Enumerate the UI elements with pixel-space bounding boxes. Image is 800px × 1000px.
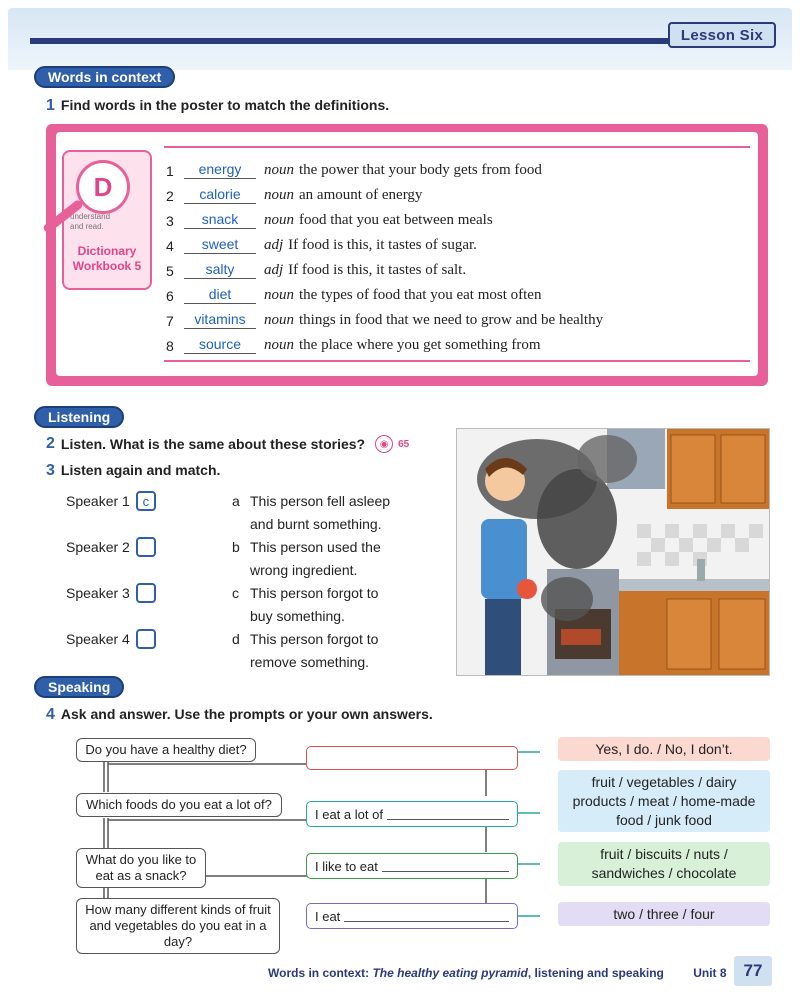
option-text: This person forgot to (250, 631, 379, 647)
definition-number: 8 (166, 338, 174, 354)
speaker-answer-box[interactable]: c (136, 491, 156, 511)
definition-number: 5 (166, 263, 174, 279)
definition-text: the types of food that you eat most often (299, 287, 542, 303)
option-letter: a (232, 493, 240, 509)
answer-prompt: fruit / vegetables / dairy products / meat / home-made food / junk food (558, 770, 770, 832)
definition-answer[interactable]: vitamins (184, 311, 256, 329)
definition-text: the place where you get something from (299, 337, 541, 353)
speaker-label: Speaker 3 (66, 585, 130, 601)
section-words-in-context: Words in context (34, 66, 175, 88)
option-text: remove something. (250, 654, 370, 670)
definition-text: If food is this, it tastes of sugar. (288, 237, 477, 253)
definition-number: 3 (166, 213, 174, 229)
task-2-text: Listen. What is the same about these stories? (60, 436, 366, 452)
footer-caption (268, 966, 727, 980)
definition-pos: noun (264, 162, 294, 178)
response-box[interactable] (306, 853, 518, 879)
dictionary-note-line-2: and read. (70, 222, 104, 231)
task-4-text: Ask and answer. Use the prompts or your own answers. (60, 706, 433, 722)
option-text: This person forgot to (250, 585, 379, 601)
option-text: and burnt something. (250, 516, 382, 532)
task-3-text: Listen again and match. (60, 462, 221, 478)
definition-pos: noun (264, 312, 294, 328)
answer-prompt: fruit / biscuits / nuts / sandwiches / chocolate (558, 842, 770, 886)
response-box[interactable] (306, 903, 518, 929)
question-bubble: How many different kinds of fruit and vegetables do you eat in a day? (76, 898, 280, 954)
definition-number: 6 (166, 288, 174, 304)
footer-title: The healthy eating pyramid (372, 966, 528, 980)
option-letter: b (232, 539, 240, 555)
question-bubble: Do you have a healthy diet? (76, 738, 256, 762)
definition-pos: adj (264, 262, 284, 278)
answer-prompt: two / three / four (558, 902, 770, 926)
audio-icon[interactable]: ◉ (375, 435, 393, 453)
task-4-number: 4 (46, 706, 55, 723)
definition-answer[interactable]: salty (184, 261, 256, 279)
definition-pos: noun (264, 187, 294, 203)
response-box[interactable] (306, 801, 518, 827)
definition-number: 7 (166, 313, 174, 329)
response-prompt: I eat (315, 908, 341, 924)
speaker-label: Speaker 1 (66, 493, 130, 509)
speaker-label: Speaker 4 (66, 631, 130, 647)
task-1-text: Find words in the poster to match the definitions. (60, 97, 390, 113)
lesson-tab: Lesson Six (668, 22, 776, 48)
dictionary-label-line-2: Workbook 5 (72, 259, 142, 273)
definition-text: an amount of energy (299, 187, 423, 203)
definition-text: things in food that we need to grow and be healthy (299, 312, 604, 328)
option-text: This person used the (250, 539, 381, 555)
option-text: buy something. (250, 608, 345, 624)
definition-pos: adj (264, 237, 284, 253)
definition-pos: noun (264, 337, 294, 353)
definition-pos: noun (264, 212, 294, 228)
definition-number: 4 (166, 238, 174, 254)
dictionary-label-line-1: Dictionary (77, 244, 137, 258)
question-bubble: What do you like to eat as a snack? (76, 848, 206, 888)
option-letter: c (232, 585, 239, 601)
response-prompt: I like to eat (315, 858, 378, 874)
speaker-label: Speaker 2 (66, 539, 130, 555)
dictionary-letter: D (93, 171, 113, 202)
footer-suffix: , listening and speaking (527, 966, 664, 980)
definition-answer[interactable]: energy (184, 161, 256, 179)
question-bubble: Which foods do you eat a lot of? (76, 793, 282, 817)
dictionary-note-line-1: understand (70, 212, 111, 221)
footer-prefix: Words in context: (268, 966, 370, 980)
definition-number: 2 (166, 188, 174, 204)
task-3-number: 3 (46, 462, 55, 479)
definition-pos: noun (264, 287, 294, 303)
response-blank (344, 910, 509, 922)
section-listening: Listening (34, 406, 124, 428)
definition-answer[interactable]: snack (184, 211, 256, 229)
task-1-number: 1 (46, 97, 55, 114)
footer-unit: Unit 8 (693, 966, 727, 980)
task-2-number: 2 (46, 435, 55, 452)
response-blank (387, 808, 509, 820)
definition-answer[interactable]: source (184, 336, 256, 354)
option-text: This person fell asleep (250, 493, 391, 509)
answer-prompt: Yes, I do. / No, I don’t. (558, 737, 770, 761)
definition-text: the power that your body gets from food (299, 162, 542, 178)
response-prompt: I eat a lot of (315, 806, 383, 822)
definition-number: 1 (166, 163, 174, 179)
definition-text: food that you eat between meals (299, 212, 493, 228)
response-blank (382, 860, 509, 872)
definition-answer[interactable]: diet (184, 286, 256, 304)
option-text: wrong ingredient. (250, 562, 358, 578)
section-speaking: Speaking (34, 676, 124, 698)
response-box[interactable] (306, 746, 518, 770)
page-number: 77 (734, 956, 772, 986)
audio-track-number: 65 (398, 438, 410, 450)
definition-answer[interactable]: calorie (184, 186, 256, 204)
definition-text: If food is this, it tastes of salt. (288, 262, 467, 278)
option-letter: d (232, 631, 240, 647)
definition-answer[interactable]: sweet (184, 236, 256, 254)
